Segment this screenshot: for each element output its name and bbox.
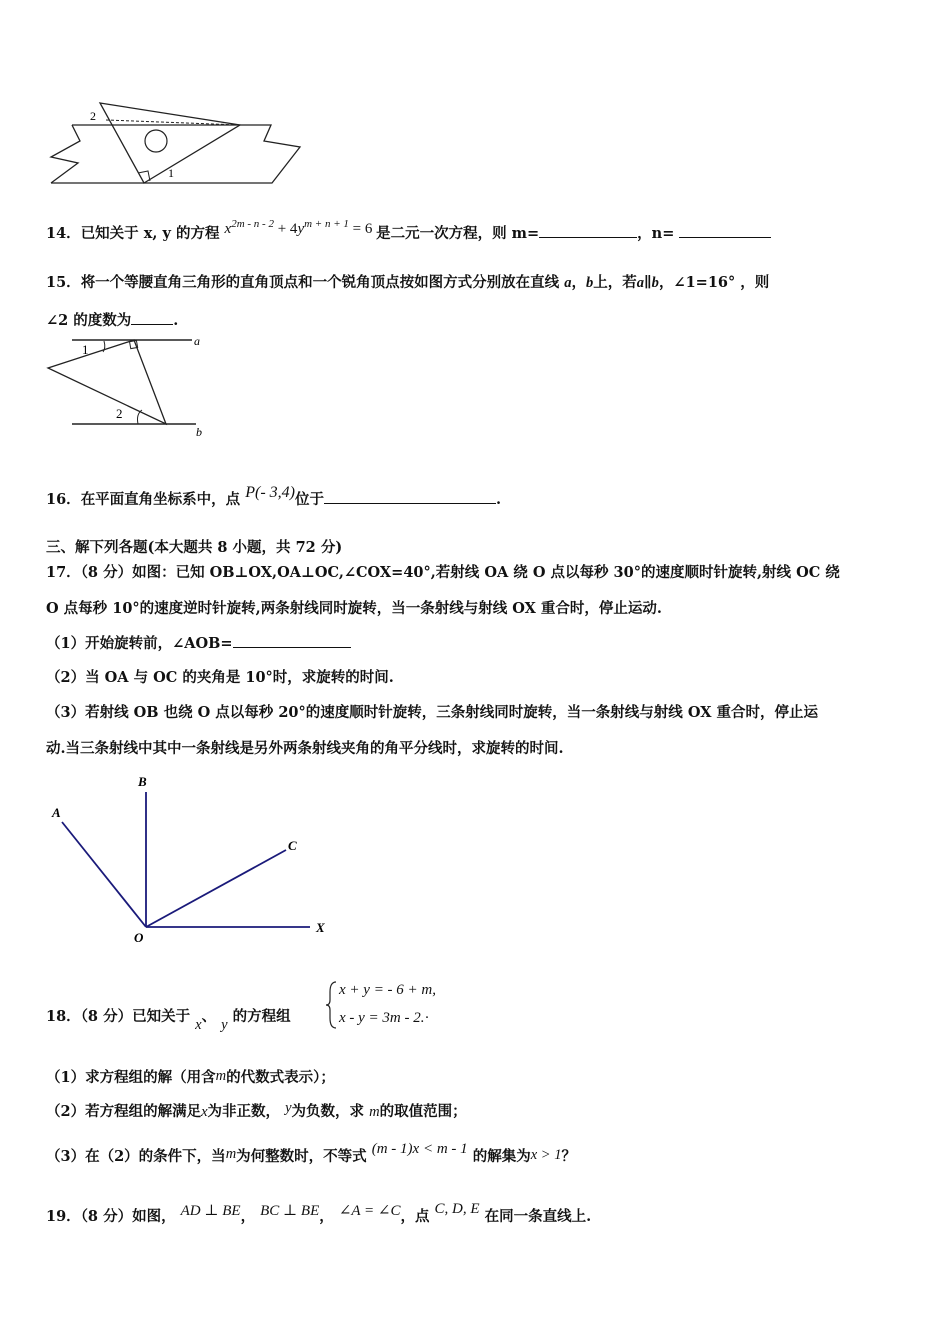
q18-p2a: （2）若方程组的解满足	[46, 1103, 202, 1120]
q18-number: 18．	[46, 1008, 81, 1025]
q15-comma: ，	[571, 274, 586, 291]
q19-end: 在同一条直线上.	[484, 1208, 592, 1225]
q17-number: 17．	[46, 564, 81, 581]
q18-dot: ·	[424, 1010, 430, 1026]
q18-part2	[46, 1100, 467, 1121]
q16-point: P(- 3,4)	[245, 484, 296, 501]
label-2-q13: 2	[90, 109, 96, 123]
label-A: A	[52, 805, 61, 820]
label-O: O	[134, 930, 144, 945]
q19-cond2: BC ⊥ BE	[260, 1203, 320, 1219]
q17-blank[interactable]	[233, 633, 351, 648]
q19-s2: ，	[319, 1208, 334, 1225]
label-a-q15: a	[194, 334, 200, 348]
triangle-q15	[48, 340, 166, 424]
q19-number: 19．	[46, 1208, 81, 1225]
q18-p2c: 为负数，求	[291, 1103, 365, 1120]
question-18	[46, 1005, 291, 1033]
q16-number: 16．	[46, 491, 81, 508]
strip-outline-top	[51, 125, 300, 183]
q18-p2b: 为非正数，	[207, 1103, 281, 1120]
label-C: C	[288, 838, 297, 853]
circle-hole-q13	[145, 130, 167, 152]
q18-part3	[46, 1141, 576, 1166]
q18-p1a: （1）求方程组的解（用含	[46, 1069, 216, 1086]
q15-line2-end: .	[173, 312, 179, 329]
q18-part1	[46, 1066, 335, 1087]
q18-y: y	[221, 1017, 228, 1033]
q18-eq1: x + y = - 6 + m,	[339, 982, 437, 998]
label-B: B	[138, 774, 147, 789]
q18-intro: （8 分）已知关于	[80, 1008, 191, 1025]
q18-eq2-text: x - y = 3m - 2.	[339, 1010, 425, 1026]
q18-p1b: 的代数式表示）；	[226, 1069, 335, 1086]
q18-p3sol: x > 1	[530, 1147, 562, 1163]
q14-suffix: 是二元一次方程，则 m=	[376, 225, 540, 242]
q18-p3b: 为何整数时，不等式	[236, 1148, 367, 1165]
q14-eq-y: y	[297, 221, 305, 237]
label-X: X	[316, 920, 325, 935]
q18-eq2	[339, 1010, 430, 1027]
q15-line2: ∠2 的度数为	[46, 312, 132, 329]
q18-x: x	[195, 1017, 202, 1033]
figure-q15	[46, 332, 226, 442]
q14-eq-plus: + 4	[277, 221, 298, 237]
q18-p2x: x	[201, 1104, 208, 1120]
q18-p3d: ？	[561, 1148, 576, 1165]
q15-a: a	[564, 275, 572, 291]
q14-eq-rhs: = 6	[352, 221, 373, 237]
q17-part2: （2）当 OA 与 OC 的夹角是 10°时，求旋转的时间.	[46, 669, 394, 686]
q17-part1-text: （1）开始旋转前，∠AOB=	[46, 635, 233, 652]
q15-b: b	[586, 275, 594, 291]
q18-p3a: （3）在（2）的条件下，当	[46, 1148, 226, 1165]
ray-OC	[146, 850, 286, 927]
q16-suffix: 位于	[295, 491, 325, 508]
strip-zigzag-left	[51, 125, 80, 183]
q17-part1	[46, 632, 351, 653]
q19-points: C, D, E	[434, 1201, 480, 1217]
q14-prefix: 已知关于 x, y 的方程	[80, 225, 220, 242]
q18-p3c: 的解集为	[472, 1148, 531, 1165]
q18-p2y: y	[285, 1100, 292, 1116]
q15-blank[interactable]	[131, 310, 173, 325]
question-15-line2	[46, 309, 178, 330]
q17-line1	[46, 561, 840, 582]
figure-q13	[46, 95, 306, 190]
q15-number: 15．	[46, 274, 81, 291]
q14-eq-exp-y: m + n + 1	[304, 218, 349, 230]
q18-p3m: m	[225, 1146, 237, 1162]
label-b-q15: b	[196, 425, 202, 439]
label-2-q15: 2	[116, 406, 123, 421]
q17-part3b: 动.当三条射线中其中一条射线是另外两条射线夹角的角平分线时，求旋转的时间.	[46, 740, 564, 757]
q16-end: .	[496, 491, 502, 508]
q15-parallel: a∥b	[636, 275, 659, 291]
dashed-line-q13	[106, 120, 240, 125]
q19-cond3: ∠A = ∠C	[338, 1203, 401, 1219]
q18-sep: 、	[201, 1008, 217, 1025]
q14-mid: ，n=	[637, 225, 675, 242]
q14-blank-n[interactable]	[679, 223, 771, 238]
section-3-title: 三、解下列各题(本大题共 8 小题，共 72 分)	[46, 539, 343, 556]
label-1-q13: 1	[168, 166, 174, 180]
q14-eq-exp-x: 2m - n - 2	[231, 218, 274, 230]
q16-text: 在平面直角坐标系中，点	[80, 491, 241, 508]
q18-intro2: 的方程组	[232, 1008, 291, 1025]
ray-OA	[62, 822, 146, 927]
q19-cond1: AD ⊥ BE	[180, 1203, 241, 1219]
q17-line2: O 点每秒 10°的速度逆时针旋转,两条射线同时旋转，当一条射线与射线 OX 重合时，停止运动.	[46, 600, 662, 617]
q15-angle-cond: ，∠1=16° ，则	[658, 274, 770, 291]
q18-brace	[326, 980, 338, 1030]
question-19	[46, 1201, 592, 1226]
q14-eq-x: x	[224, 221, 232, 237]
q19-s1: ，	[240, 1208, 256, 1225]
q18-p2d: 的取值范围；	[379, 1103, 467, 1120]
q17-part3a: （3）若射线 OB 也绕 O 点以每秒 20°的速度顺时针旋转，三条射线同时旋转，当一条射线与射线 OX 重合时，停止运	[46, 704, 818, 721]
q16-blank[interactable]	[324, 489, 496, 504]
q14-blank-m[interactable]	[539, 223, 637, 238]
question-15-line1	[46, 271, 769, 292]
q15-line1b: 上，若	[593, 274, 637, 291]
q19-s3: ，点	[400, 1208, 430, 1225]
label-1-q15: 1	[82, 342, 89, 357]
q15-line1: 将一个等腰直角三角形的直角顶点和一个锐角顶点按如图方式分别放在直线	[80, 274, 560, 291]
q19-intro: （8 分）如图，	[80, 1208, 176, 1225]
q14-equation	[224, 218, 377, 237]
q17-line1-text: （8 分）如图：已知 OB⊥OX,OA⊥OC,∠COX=40°,若射线 OA 绕 O 点以每秒 30°的速度顺时针旋转,射线 OC 绕	[80, 564, 840, 581]
q18-p3ineq: (m - 1)x < m - 1	[371, 1141, 468, 1157]
q18-p2m: m	[369, 1104, 380, 1120]
q18-p1m: m	[215, 1068, 227, 1084]
q14-number: 14．	[46, 225, 81, 242]
question-14	[46, 218, 771, 243]
figure-q17	[46, 772, 346, 947]
question-16	[46, 484, 502, 509]
